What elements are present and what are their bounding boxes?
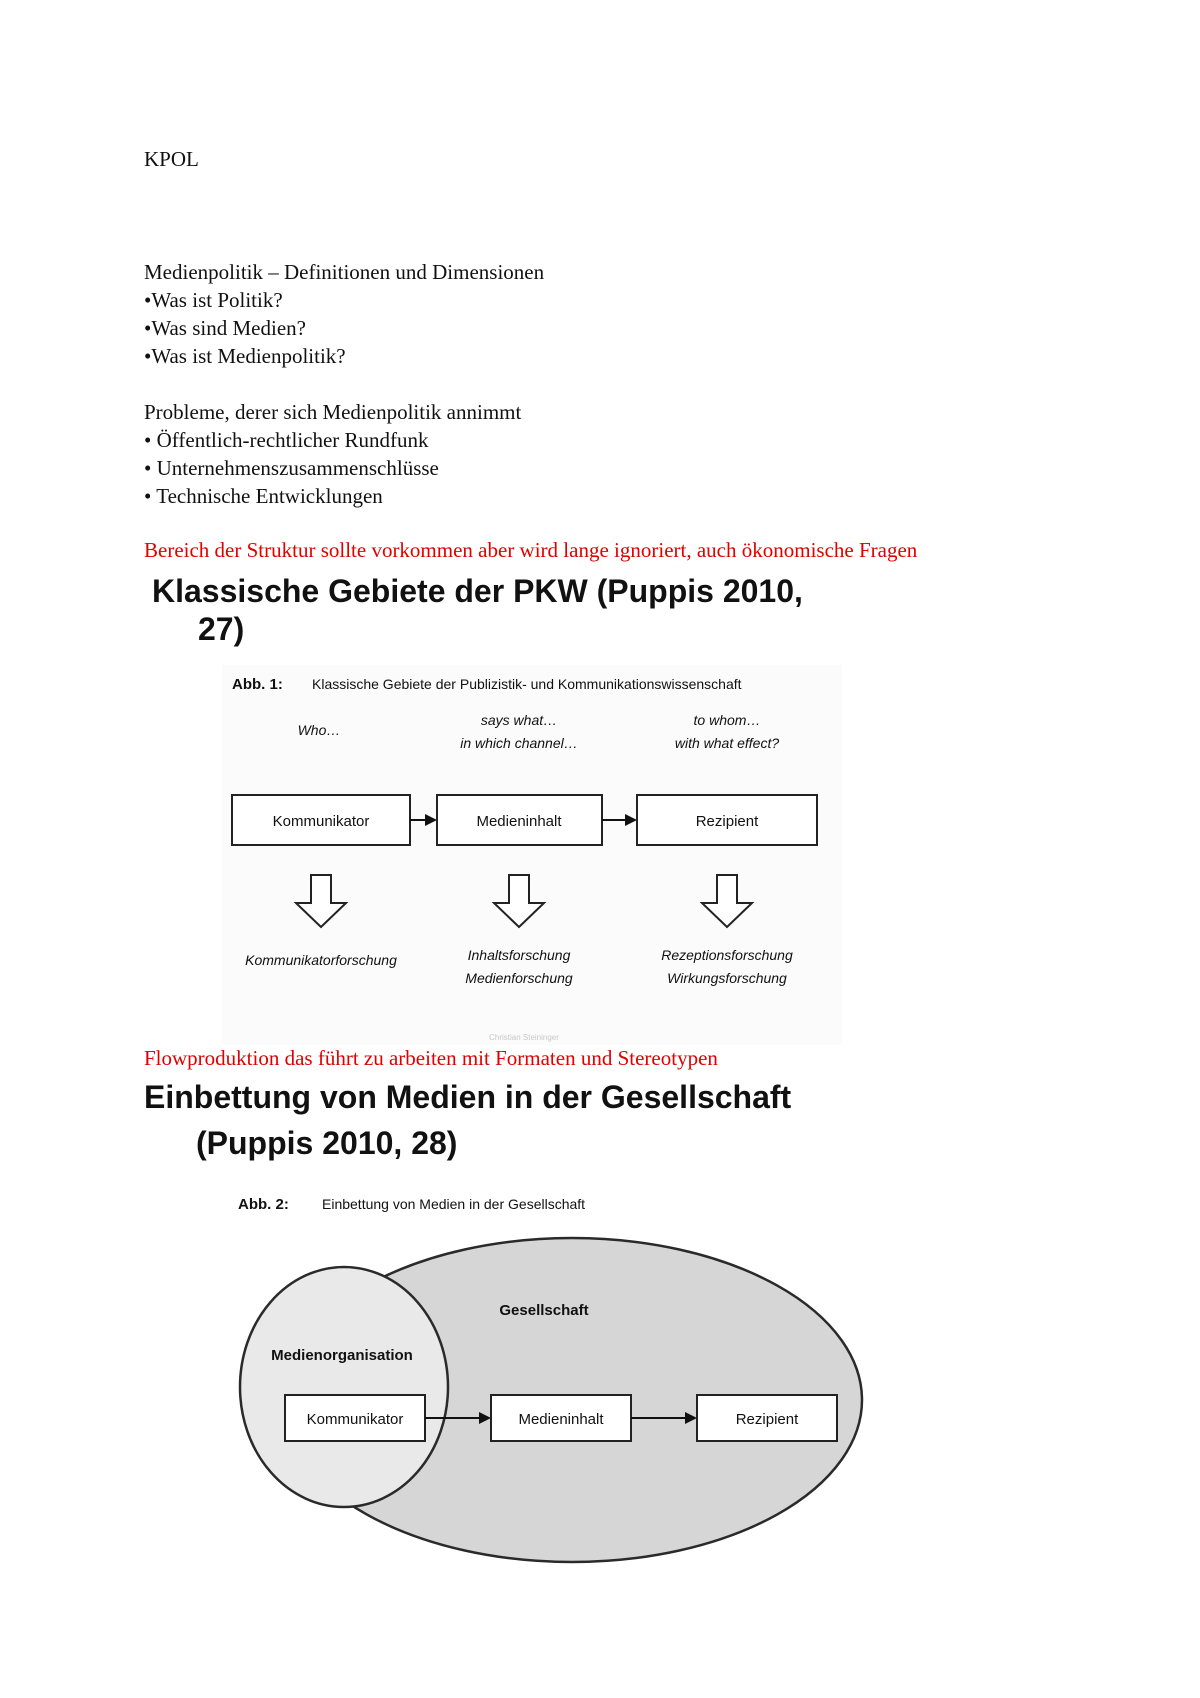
arrow-down-icon (702, 875, 752, 927)
question-label: with what effect? (674, 735, 780, 751)
label-gesellschaft: Gesellschaft (499, 1302, 589, 1319)
figure-classic-fields (222, 665, 842, 1045)
arrow-down-icon (494, 875, 544, 927)
arrow-right-icon (602, 814, 637, 826)
list-item: • Öffentlich-rechtlicher Rundfunk (144, 428, 429, 452)
question-label: says what… (480, 712, 558, 728)
research-label: Kommunikatorforschung (245, 952, 397, 968)
box-label: Rezipient (735, 1411, 799, 1428)
research-label: Wirkungsforschung (667, 970, 787, 986)
research-label: Medienforschung (465, 970, 573, 986)
box-label: Medieninhalt (476, 813, 562, 830)
arrow-down-icon (296, 875, 346, 927)
figure-media-in-society (222, 1195, 872, 1575)
arrow-right-icon (410, 814, 437, 826)
box-label: Kommunikator (272, 813, 370, 830)
label-medienorganisation: Medienorganisation (271, 1347, 413, 1364)
slide-title: Klassische Gebiete der PKW (Puppis 2010, (152, 573, 803, 609)
figure-caption-label: Abb. 1: (232, 676, 283, 693)
box-label: Kommunikator (306, 1411, 404, 1428)
research-label: Rezeptionsforschung (661, 947, 793, 963)
list-item: •Was ist Politik? (144, 288, 283, 312)
slide-footer-author: Christian Steininger (489, 1033, 559, 1042)
question-label: in which channel… (460, 735, 578, 751)
box-label: Rezipient (695, 813, 759, 830)
list-item: • Unternehmenszusammenschlüsse (144, 456, 439, 480)
section-heading-probleme: Probleme, derer sich Medienpolitik annimmt (144, 400, 522, 424)
list-item: •Was sind Medien? (144, 316, 306, 340)
list-item: •Was ist Medienpolitik? (144, 344, 346, 368)
annotation-note: Bereich der Struktur sollte vorkommen aber wird lange ignoriert, auch ökonomische Fragen (144, 538, 918, 562)
slide-title: (Puppis 2010, 28) (196, 1125, 458, 1161)
diagram-media-in-society (222, 1195, 872, 1575)
question-label: to whom… (693, 712, 761, 728)
box-label: Medieninhalt (518, 1411, 604, 1428)
slide-title: Einbettung von Medien in der Gesellschaft (144, 1079, 792, 1115)
annotation-note: Flowproduktion das führt zu arbeiten mit Formaten und Stereotypen (144, 1046, 718, 1070)
figure-caption-label: Abb. 2: (238, 1196, 289, 1213)
question-label: Who… (297, 722, 341, 738)
ellipse-medienorganisation (240, 1267, 448, 1507)
section-heading-medienpolitik: Medienpolitik – Definitionen und Dimensionen (144, 260, 545, 284)
research-label: Inhaltsforschung (467, 947, 571, 963)
diagram-classic-fields (222, 665, 842, 1045)
document-title: KPOL (144, 147, 199, 171)
list-item: • Technische Entwicklungen (144, 484, 383, 508)
figure-caption: Einbettung von Medien in der Gesellschaft (322, 1196, 586, 1212)
figure-caption: Klassische Gebiete der Publizistik- und Kommunikationswissenschaft (312, 676, 742, 692)
slide-title: 27) (198, 611, 245, 647)
